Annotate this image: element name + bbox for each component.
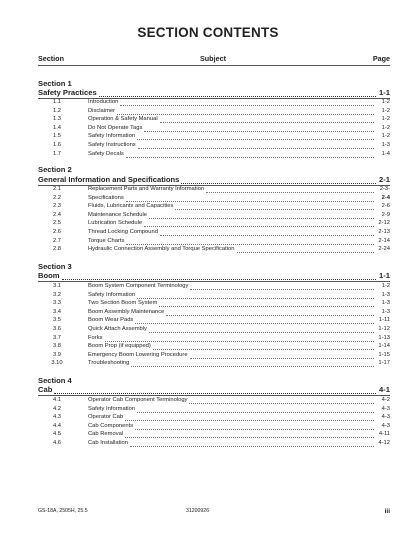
- section-rule: [38, 395, 390, 396]
- entry-page: 1-13: [378, 334, 390, 341]
- entry-number: 3.7: [52, 334, 62, 341]
- entry-number: 3.6: [52, 326, 62, 332]
- dot-leader: [137, 298, 374, 299]
- entry-subject: Cab Installation: [88, 440, 128, 446]
- entry-subject: Cab Components: [88, 422, 134, 429]
- entry-subject: Forks: [88, 334, 103, 341]
- dot-leader: [125, 437, 374, 438]
- entry-subject: Cab Removal: [88, 431, 124, 438]
- entry-number: 3.1: [52, 283, 62, 289]
- entry-subject: Safety Instructions: [88, 142, 136, 148]
- entry-number: 4.4: [52, 422, 62, 429]
- entry-number: 1.6: [52, 142, 62, 148]
- page-title: SECTION CONTENTS: [137, 25, 279, 40]
- entry-subject: Do Not Operate Tags: [88, 124, 143, 131]
- section-number: Section 1: [38, 79, 72, 88]
- entry-subject: Safety Decals: [88, 150, 124, 157]
- section-dot-leader: [62, 279, 376, 280]
- subject-column-header: Subject: [200, 54, 226, 63]
- dot-leader: [144, 226, 374, 227]
- dot-leader: [190, 289, 374, 290]
- entry-subject: Emergency Boom Lowering Procedure: [88, 351, 188, 358]
- dot-leader: [126, 244, 374, 245]
- section-title: Safety Practices: [38, 88, 97, 97]
- section-dot-leader: [99, 96, 376, 97]
- dot-leader: [190, 358, 374, 359]
- dot-leader: [117, 114, 374, 115]
- entry-page: 1-2: [381, 116, 390, 123]
- entry-page: 1-3: [381, 142, 390, 148]
- entry-page: 1-3: [381, 291, 390, 298]
- dot-leader: [137, 139, 374, 140]
- entry-number: 3.10: [51, 360, 63, 367]
- entry-page: 4-2: [381, 397, 390, 403]
- dot-leader: [137, 412, 374, 413]
- entry-page: 2-3-: [379, 186, 390, 192]
- entry-number: 3.8: [52, 343, 62, 350]
- section-number: Section 4: [38, 376, 72, 385]
- entry-page: 2-13: [378, 229, 390, 235]
- entry-subject: Disclaimer: [88, 107, 116, 114]
- entry-subject: Fluids, Lubricants and Capacities: [88, 203, 174, 210]
- section-page: 1-1: [379, 271, 390, 280]
- entry-subject: Lubrication Schedule: [88, 220, 143, 227]
- entry-subject: Boom Wear Pads: [88, 317, 134, 324]
- entry-page: 2-4: [381, 194, 390, 201]
- entry-subject: Thread Locking Compound: [88, 229, 158, 235]
- dot-leader: [126, 201, 374, 202]
- entry-subject: Two Section Boom System: [88, 300, 158, 307]
- section-page: 2-1: [379, 175, 390, 184]
- section-dot-leader: [54, 393, 376, 394]
- entry-subject: Torque Charts: [88, 237, 125, 244]
- entry-page: 1-4: [381, 150, 390, 157]
- dot-leader: [125, 420, 374, 421]
- dot-leader: [131, 366, 374, 367]
- dot-leader: [175, 209, 374, 210]
- section-dot-leader: [181, 183, 376, 184]
- entry-page: 2-6: [381, 203, 390, 210]
- section-page: 1-1: [379, 88, 390, 97]
- entry-page: 4-12: [378, 440, 390, 446]
- entry-page: 1-2: [381, 107, 390, 114]
- section-number: Section 3: [38, 262, 72, 271]
- section-title: General Information and Specifications: [38, 175, 180, 184]
- entry-subject: Specifications: [88, 194, 124, 201]
- entry-number: 3.3: [52, 300, 62, 307]
- entry-subject: Troubleshooting: [88, 360, 130, 367]
- entry-page: 4-3: [381, 422, 390, 429]
- entry-number: 1.2: [52, 107, 62, 114]
- entry-subject: Operator Cab Component Terminology: [88, 397, 188, 403]
- entry-page: 1-11: [378, 317, 390, 324]
- entry-page: 4-11: [378, 431, 390, 438]
- entry-number: 1.3: [52, 116, 62, 123]
- dot-leader: [149, 218, 374, 219]
- entry-subject: Replacement Parts and Warranty Information: [88, 186, 205, 192]
- entry-number: 2.8: [52, 246, 62, 253]
- entry-number: 3.4: [52, 308, 62, 315]
- header-rule: [38, 65, 390, 66]
- entry-page: 2-14: [378, 237, 390, 244]
- page-column-header: Page: [372, 54, 390, 63]
- entry-subject: Introduction: [88, 99, 119, 105]
- section-rule: [38, 281, 390, 282]
- dot-leader: [237, 252, 374, 253]
- entry-subject: Safety Information: [88, 133, 136, 140]
- entry-number: 4.5: [52, 431, 62, 438]
- entry-page: 2-24: [378, 246, 390, 253]
- entry-page: 1-3: [381, 308, 390, 315]
- entry-number: 4.6: [52, 440, 62, 446]
- dot-leader: [149, 332, 374, 333]
- entry-page: 1-2: [381, 99, 390, 105]
- entry-page: 1-15: [378, 351, 390, 358]
- dot-leader: [189, 403, 374, 404]
- footer-doc-number: 31200926: [186, 508, 210, 514]
- entry-page: 1-12: [378, 326, 390, 332]
- section-title: Boom: [38, 271, 60, 280]
- entry-subject: Hydraulic Connection Assembly and Torque Specification: [88, 246, 235, 253]
- entry-number: 4.1: [52, 397, 62, 403]
- entry-page: 4-3: [381, 405, 390, 412]
- entry-subject: Boom Prop (if equipped): [88, 343, 151, 350]
- entry-number: 1.4: [52, 124, 62, 131]
- entry-page: 4-3: [381, 414, 390, 421]
- dot-leader: [126, 157, 374, 158]
- dot-leader: [120, 105, 374, 106]
- entry-subject: Operation & Safety Manual: [88, 116, 158, 123]
- entry-page: 1-14: [378, 343, 390, 350]
- footer-page-number: iii: [384, 508, 390, 515]
- dot-leader: [160, 235, 374, 236]
- entry-number: 3.5: [52, 317, 62, 324]
- dot-leader: [130, 446, 374, 447]
- dot-leader: [138, 148, 374, 149]
- dot-leader: [166, 315, 374, 316]
- entry-page: 1-3: [381, 300, 390, 307]
- section-column-header: Section: [38, 54, 64, 63]
- entry-number: 4.2: [52, 405, 62, 412]
- entry-subject: Maintenance Schedule: [88, 211, 147, 218]
- section-number: Section 2: [38, 165, 72, 174]
- entry-subject: Boom Assembly Maintenance: [88, 308, 165, 315]
- entry-number: 1.5: [52, 133, 62, 140]
- section-page: 4-1: [379, 385, 390, 394]
- dot-leader: [144, 131, 374, 132]
- entry-page: 1-2: [381, 283, 390, 289]
- entry-subject: Safety Information: [88, 291, 136, 298]
- entry-number: 2.2: [52, 194, 62, 201]
- entry-number: 2.5: [52, 220, 62, 227]
- entry-page: 1-2: [381, 133, 390, 140]
- entry-subject: Operator Cab: [88, 414, 124, 421]
- entry-number: 3.2: [52, 291, 62, 298]
- entry-number: 1.1: [52, 99, 62, 105]
- entry-subject: Safety Information: [88, 405, 136, 412]
- entry-number: 2.6: [52, 229, 62, 235]
- section-title: Cab: [38, 385, 53, 394]
- dot-leader: [206, 192, 374, 193]
- entry-number: 3.9: [52, 351, 62, 358]
- entry-page: 2-9: [381, 211, 390, 218]
- entry-subject: Quick Attach Assembly: [88, 326, 147, 332]
- dot-leader: [105, 341, 374, 342]
- entry-number: 2.1: [52, 186, 62, 192]
- dot-leader: [135, 323, 374, 324]
- entry-subject: Boom System Component Terminology: [88, 283, 189, 289]
- entry-number: 1.7: [52, 150, 62, 157]
- entry-page: 1-2: [381, 124, 390, 131]
- entry-page: 1-17: [378, 360, 390, 367]
- entry-number: 2.3: [52, 203, 62, 210]
- dot-leader: [153, 349, 374, 350]
- footer-model: GS-18A, 2505H, 25.5: [38, 508, 88, 514]
- dot-leader: [135, 429, 374, 430]
- dot-leader: [159, 306, 374, 307]
- entry-number: 2.7: [52, 237, 62, 244]
- entry-number: 2.4: [52, 211, 62, 218]
- dot-leader: [160, 122, 374, 123]
- entry-number: 4.3: [52, 414, 62, 421]
- entry-page: 2-12: [378, 220, 390, 227]
